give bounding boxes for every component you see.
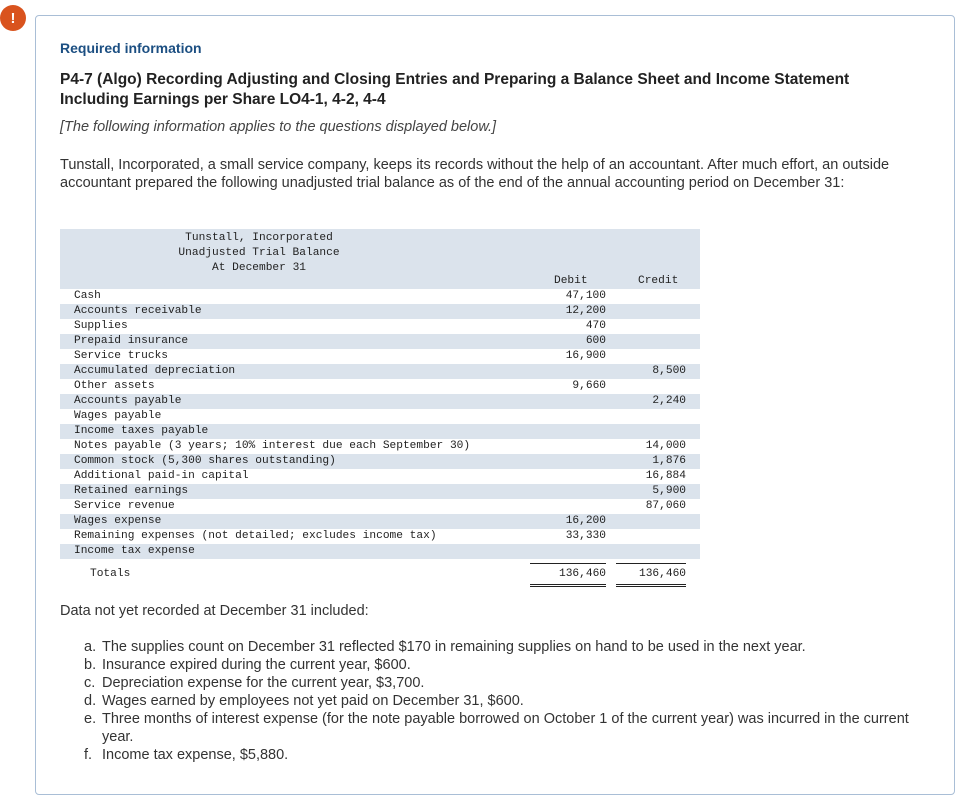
debit-total: 136,460 <box>559 568 606 580</box>
debit-amount: 16,900 <box>565 350 606 362</box>
list-item <box>84 638 914 656</box>
list-item-marker: c. <box>84 675 96 691</box>
debit-amount: 47,100 <box>565 290 606 302</box>
list-item <box>84 656 914 674</box>
account-name: Supplies <box>74 320 128 332</box>
account-name: Retained earnings <box>74 485 189 497</box>
trial-balance-row <box>60 469 700 484</box>
credit-amount: 16,884 <box>645 470 686 482</box>
credit-amount: 2,240 <box>652 395 686 407</box>
trial-balance-row <box>60 529 700 544</box>
debit-amount: 470 <box>585 320 606 332</box>
list-item <box>84 746 914 764</box>
debit-double-rule <box>530 584 606 587</box>
trial-balance-row <box>60 514 700 529</box>
trial-balance-row <box>60 409 700 424</box>
list-item-text: Wages earned by employees not yet paid on December 31, $600. <box>102 693 524 709</box>
company-name: Tunstall, Incorporated <box>185 232 333 244</box>
debit-amount: 600 <box>585 335 606 347</box>
debit-amount: 16,200 <box>565 515 606 527</box>
account-name: Wages payable <box>74 410 162 422</box>
unrecorded-data-list <box>84 638 914 764</box>
credit-amount: 87,060 <box>645 500 686 512</box>
trial-balance-row <box>60 424 700 439</box>
account-name: Accumulated depreciation <box>74 365 236 377</box>
credit-amount: 14,000 <box>645 440 686 452</box>
list-item-marker: d. <box>84 693 97 709</box>
totals-label: Totals <box>90 568 131 580</box>
account-name: Service revenue <box>74 500 175 512</box>
statement-date: At December 31 <box>212 262 306 274</box>
trial-balance-row <box>60 289 700 304</box>
list-item-text: The supplies count on December 31 reflected $170 in remaining supplies on hand to be used in the next year. <box>102 639 806 655</box>
statement-title: Unadjusted Trial Balance <box>178 247 340 259</box>
trial-balance-rows <box>60 289 700 559</box>
account-name: Wages expense <box>74 515 162 527</box>
account-name: Service trucks <box>74 350 168 362</box>
list-item-text: Depreciation expense for the current year, $3,700. <box>102 675 425 691</box>
debit-column-header: Debit <box>554 275 588 287</box>
list-item <box>84 692 914 710</box>
account-name: Cash <box>74 290 101 302</box>
problem-title: P4-7 (Algo) Recording Adjusting and Closing Entries and Preparing a Balance Sheet and Income Statement Including Earnings per Share LO4-1, 4-2, 4-4 <box>60 71 850 108</box>
debit-amount: 9,660 <box>572 380 606 392</box>
trial-balance-table <box>60 229 700 585</box>
credit-amount: 8,500 <box>652 365 686 377</box>
trial-balance-row <box>60 379 700 394</box>
account-name: Additional paid-in capital <box>74 470 249 482</box>
data-intro: Data not yet recorded at December 31 included: <box>60 603 369 619</box>
applies-note: [The following information applies to the questions displayed below.] <box>60 119 497 135</box>
required-information-heading: Required information <box>60 40 202 56</box>
credit-total: 136,460 <box>639 568 686 580</box>
account-name: Accounts payable <box>74 395 182 407</box>
list-item-marker: e. <box>84 711 97 727</box>
trial-balance-row <box>60 364 700 379</box>
account-name: Accounts receivable <box>74 305 202 317</box>
account-name: Notes payable (3 years; 10% interest due each September 30) <box>74 440 471 452</box>
account-name: Income taxes payable <box>74 425 209 437</box>
trial-balance-row <box>60 394 700 409</box>
list-item-text: Income tax expense, $5,880. <box>102 747 289 763</box>
account-name: Common stock (5,300 shares outstanding) <box>74 455 336 467</box>
trial-balance-row <box>60 334 700 349</box>
trial-balance-row <box>60 304 700 319</box>
list-item <box>84 674 914 692</box>
debit-amount: 33,330 <box>565 530 606 542</box>
trial-balance-heading <box>60 229 700 289</box>
trial-balance-row <box>60 499 700 514</box>
list-item-marker: a. <box>84 639 97 655</box>
credit-amount: 1,876 <box>652 455 686 467</box>
debit-amount: 12,200 <box>565 305 606 317</box>
alert-icon: ! <box>0 5 26 31</box>
account-name: Prepaid insurance <box>74 335 189 347</box>
list-item-marker: f. <box>84 747 93 763</box>
list-item <box>84 710 914 746</box>
credit-amount: 5,900 <box>652 485 686 497</box>
account-name: Remaining expenses (not detailed; excludes income tax) <box>74 530 437 542</box>
totals-row <box>60 563 700 585</box>
trial-balance-row <box>60 484 700 499</box>
trial-balance-row <box>60 544 700 559</box>
account-name: Income tax expense <box>74 545 195 557</box>
list-item-marker: b. <box>84 657 97 673</box>
intro-paragraph: Tunstall, Incorporated, a small service company, keeps its records without the help of an accountant. After much effort, an outside accountant prepared the following unadjusted trial balance as of the end of the annual accounting period on December 31: <box>60 157 890 191</box>
credit-column-header: Credit <box>638 275 679 287</box>
account-name: Other assets <box>74 380 155 392</box>
credit-double-rule <box>616 584 686 587</box>
list-item-text: Three months of interest expense (for the note payable borrowed on October 1 of the current year) was incurred in the current year. <box>102 711 909 745</box>
trial-balance-row <box>60 454 700 469</box>
trial-balance-row <box>60 349 700 364</box>
trial-balance-row <box>60 439 700 454</box>
list-item-text: Insurance expired during the current year, $600. <box>102 657 411 673</box>
trial-balance-row <box>60 319 700 334</box>
